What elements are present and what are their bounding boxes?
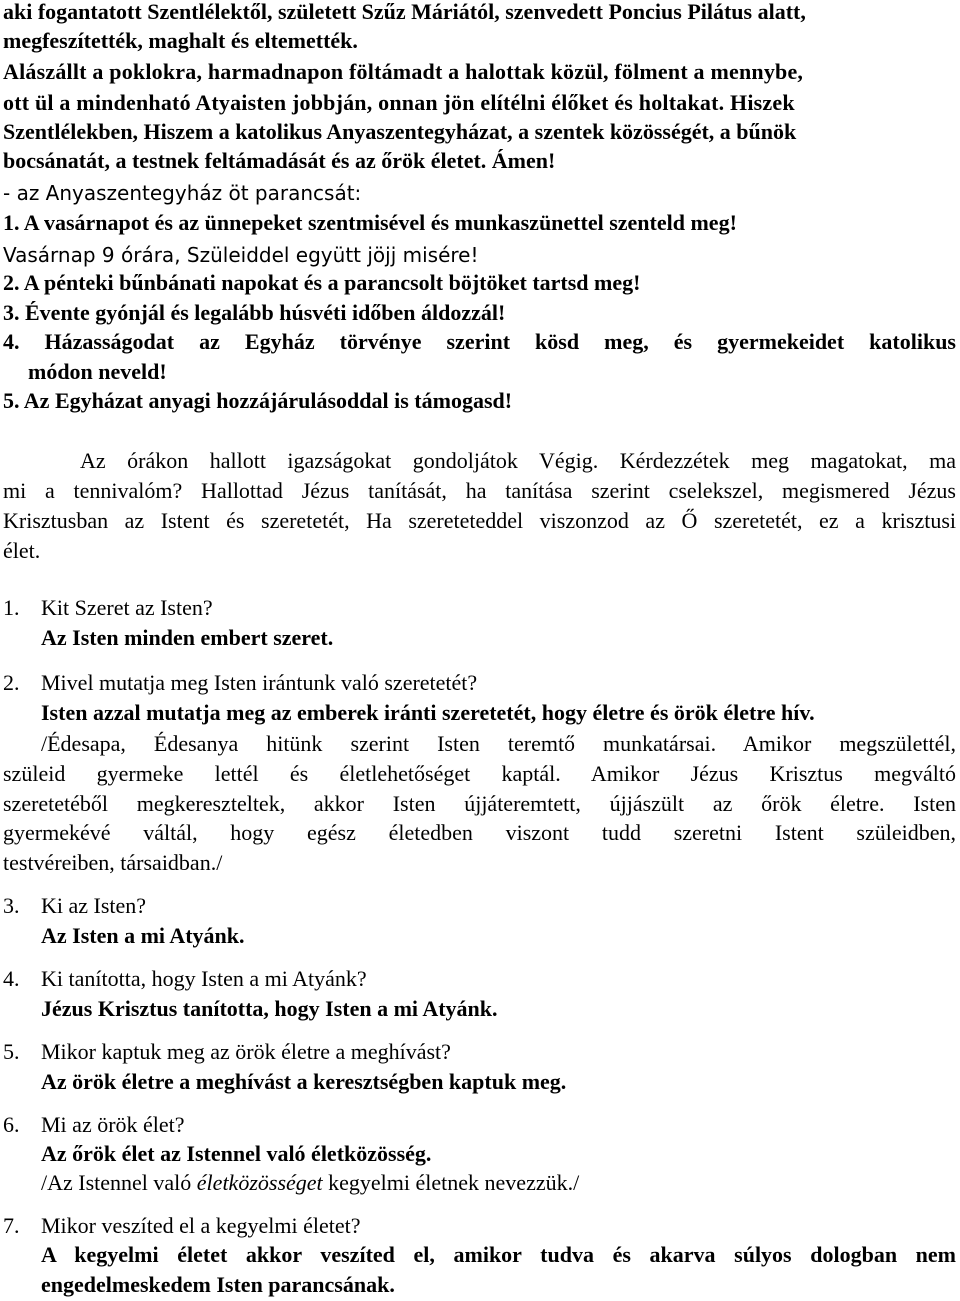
paragraph-line: élet.	[3, 538, 41, 563]
note-line: /Édesapa, Édesanya hitünk szerint Isten teremtő munkatársai. Amikor megszülettél,	[41, 731, 956, 756]
creed-line: bocsánatát, a testnek feltámadását és az őrök életet. Ámen!	[3, 148, 556, 173]
paragraph-line: mi a tennivalóm? Hallottad Jézus tanítását, ha tanítása szerint cselekszel, megismered Jézus	[3, 478, 956, 503]
note-line: szüleid gyermeke lettél és életlehetőséget kaptál. Amikor Jézus Krisztus megváltó	[3, 761, 956, 786]
answer: Jézus Krisztus tanította, hogy Isten a mi Atyánk.	[41, 996, 498, 1021]
question-number: 6.	[3, 1112, 20, 1137]
commandments-intro: - az Anyaszentegyház öt parancsát:	[3, 181, 362, 205]
question	[3, 891, 956, 921]
question-text: Kit Szeret az Isten?	[41, 595, 213, 620]
question-number: 1.	[3, 595, 20, 620]
creed-line: aki fogantatott Szentlélektől, született Szűz Máriától, szenvedett Poncius Pilátus alatt,	[3, 0, 806, 24]
commandment-item: 3. Évente gyónjál és legalább húsvéti időben áldozzál!	[3, 300, 506, 325]
question	[3, 1211, 956, 1241]
creed-line: ott ül a mindenható Atyaisten jobbján, onnan jön elítélni élőket és holtakat. Hiszek	[3, 90, 795, 115]
note-line: szeretetéből megkereszteltek, akkor Isten újjáteremtett, újjászült az őrök életre. Isten	[3, 791, 956, 816]
question	[3, 964, 956, 994]
answer: Az örök életre a meghívást a keresztségben kaptuk meg.	[41, 1069, 567, 1094]
question-text: Ki tanította, hogy Isten a mi Atyánk?	[41, 966, 367, 991]
question-text: Ki az Isten?	[41, 893, 147, 918]
commandment-item: 5. Az Egyházat anyagi hozzájárulásoddal is támogasd!	[3, 388, 513, 413]
question-text: Mivel mutatja meg Isten irántunk való szeretetét?	[41, 670, 478, 695]
commandment-item: 1. A vasárnapot és az ünnepeket szentmisével és munkaszünettel szenteld meg!	[3, 210, 737, 235]
paragraph-line: Krisztusban az Istent és szeretetét, Ha szereteteddel viszonzod az Ő szeretetét, ez a krisztusi	[3, 508, 956, 533]
question-text: Mikor kaptuk meg az örök életre a meghívást?	[41, 1039, 451, 1064]
note-line: testvéreiben, társaidban./	[3, 850, 223, 875]
question-number: 4.	[3, 966, 20, 991]
answer: Az Isten a mi Atyánk.	[41, 923, 245, 948]
commandment-item: 4. Házasságodat az Egyház törvénye szerint kösd meg, és gyermekeidet katolikus	[3, 329, 956, 354]
answer: Az Isten minden embert szeret.	[41, 625, 334, 650]
creed-line: megfeszítették, maghalt és eltemették.	[3, 28, 358, 53]
question-number: 5.	[3, 1039, 20, 1064]
answer: Az őrök élet az Istennel való életközösség.	[41, 1141, 432, 1166]
question-text: Mi az örök élet?	[41, 1112, 185, 1137]
commandment-item: 2. A pénteki bűnbánati napokat és a parancsolt böjtöket tartsd meg!	[3, 270, 641, 295]
answer: engedelmeskedem Isten parancsának.	[41, 1272, 395, 1297]
question	[3, 593, 956, 623]
commandment-item-cont: módon neveld!	[28, 359, 167, 384]
question-number: 3.	[3, 893, 20, 918]
note-line: gyermekévé váltál, hogy egész életedben viszont tudd szeretni Istent szüleidben,	[3, 820, 956, 845]
question	[3, 1037, 956, 1067]
note-text: /Az Istennel való	[41, 1170, 197, 1195]
note-line	[41, 1168, 956, 1198]
answer: A kegyelmi életet akkor veszíted el, amikor tudva és akarva súlyos dologban nem	[41, 1242, 956, 1267]
creed-line: Szentlélekben, Hiszem a katolikus Anyaszentegyházat, a szentek közösségét, a bűnök	[3, 119, 797, 144]
paragraph-line: Az órákon hallott igazságokat gondoljátok Végig. Kérdezzétek meg magatokat, ma	[80, 448, 956, 473]
answer: Isten azzal mutatja meg az emberek iránti szeretetét, hogy életre és örök életre hív.	[41, 700, 815, 725]
question-number: 7.	[3, 1213, 20, 1238]
question-text: Mikor veszíted el a kegyelmi életet?	[41, 1213, 361, 1238]
note-emphasis: életközösséget	[196, 1170, 323, 1195]
question	[3, 668, 956, 698]
question-number: 2.	[3, 670, 20, 695]
question	[3, 1110, 956, 1140]
commandment-note: Vasárnap 9 órára, Szüleiddel együtt jöjj misére!	[3, 243, 479, 267]
note-text: kegyelmi életnek nevezzük./	[322, 1170, 580, 1195]
creed-line: Alászállt a poklokra, harmadnapon föltámadt a halottak közül, fölment a mennybe,	[3, 59, 804, 84]
